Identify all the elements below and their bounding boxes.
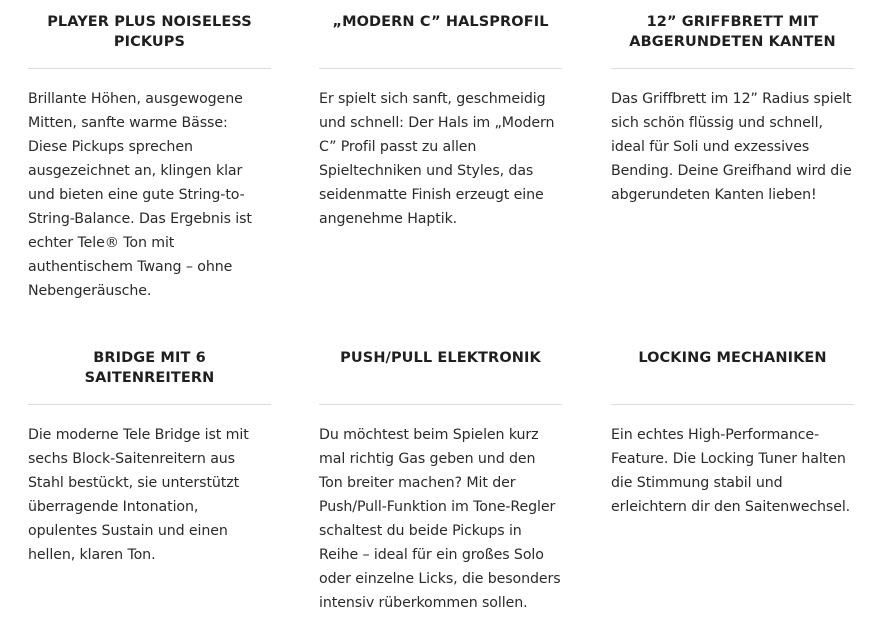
feature-bridge-6-saddles: [28, 336, 271, 563]
feature-title: PLAYER PLUS NOISELESS PICKUPS: [47, 14, 252, 50]
feature-title: „MODERN C” HALSPROFIL: [332, 14, 549, 30]
feature-description: Er spielt sich sanft, geschmeidig und schnell: Der Hals im „Modern C” Profil passt zu allen Spieltechniken und Styles, das seidenmatte Finish erzeugt eine angenehme Haptik.: [319, 91, 555, 227]
feature-divider: [611, 68, 854, 69]
feature-title: BRIDGE MIT 6 SAITENREITERN: [84, 350, 215, 386]
feature-push-pull-electronics: [319, 336, 562, 611]
feature-divider: [28, 404, 271, 405]
feature-divider: [319, 68, 562, 69]
feature-description: Die moderne Tele Bridge ist mit sechs Block-Saitenreitern aus Stahl bestückt, sie unterstützt überragende Intonation, opulentes Sustain und einen hellen, klaren Ton.: [28, 427, 249, 563]
feature-player-plus-noiseless-pickups: [28, 0, 271, 299]
feature-12-inch-fingerboard: [611, 0, 854, 203]
feature-divider: [28, 68, 271, 69]
feature-description: Das Griffbrett im 12” Radius spielt sich schön flüssig und schnell, ideal für Soli und exzessives Bending. Deine Greifhand wird die abgerundeten Kanten lieben!: [611, 91, 852, 203]
feature-title: LOCKING MECHANIKEN: [638, 350, 827, 366]
feature-title: 12” GRIFFBRETT MIT ABGERUNDETEN KANTEN: [629, 14, 836, 50]
feature-description: Du möchtest beim Spielen kurz mal richtig Gas geben und den Ton breiter machen? Mit der Push/Pull-Funktion im Tone-Regler schaltest du beide Pickups in Reihe – ideal für ein großes Solo oder einzelne Licks, die besonders intensiv rüberkommen sollen.: [319, 427, 561, 611]
feature-title: PUSH/PULL ELEKTRONIK: [340, 350, 541, 366]
feature-description: Brillante Höhen, ausgewogene Mitten, sanfte warme Bässe: Diese Pickups sprechen ausgezeichnet an, klingen klar und bieten eine gute String-to-String-Balance. Das Ergebnis ist echter Tele® Ton mit authentischem Twang – ohne Nebengeräusche.: [28, 91, 252, 299]
feature-divider: [611, 404, 854, 405]
feature-locking-tuners: [611, 336, 854, 515]
feature-divider: [319, 404, 562, 405]
feature-description: Ein echtes High-Performance-Feature. Die Locking Tuner halten die Stimmung stabil und erleichtern dir den Saitenwechsel.: [611, 427, 851, 515]
feature-modern-c-neck-profile: [319, 0, 562, 227]
